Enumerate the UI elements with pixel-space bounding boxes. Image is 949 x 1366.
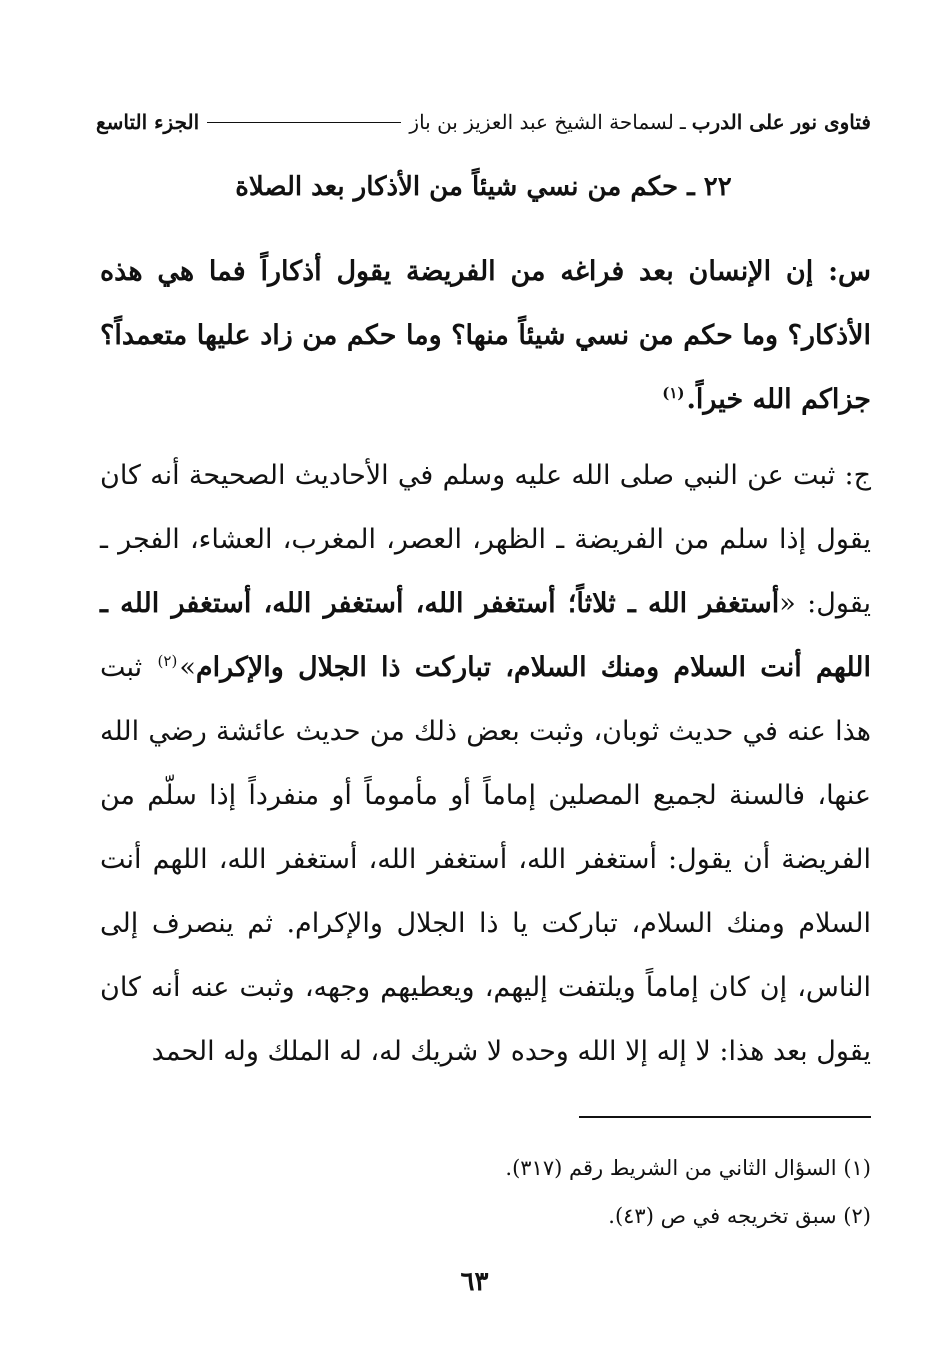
book-title: فتاوى نور على الدرب	[691, 110, 871, 134]
volume-part: الجزء التاسع	[96, 110, 200, 134]
question-text: س: إن الإنسان بعد فراغه من الفريضة يقول أذكاراً فما هي هذه الأذكار؟ وما حكم من نسي شيئاً منها؟ وما حكم من زاد عليها متعمداً؟ جزاكم الله خيراً.	[100, 256, 871, 415]
footnote-ref-2: (٢)	[157, 652, 178, 670]
quote-close: »	[179, 652, 196, 683]
footnote-rule	[579, 1116, 871, 1118]
footnotes	[100, 1144, 871, 1240]
section-title: ٢٢ ـ حكم من نسي شيئاً من الأذكار بعد الصلاة	[235, 172, 732, 202]
footnote-1: (١) السؤال الثاني من الشريط رقم (٣١٧).	[505, 1156, 871, 1180]
dhikr-quote: أستغفر الله ـ ثلاثاً؛ أستغفر الله، أستغفر الله، أستغفر الله ـ اللهم أنت السلام ومنك السلام، تباركت ذا الجلال والإكرام	[100, 588, 871, 683]
footnote-ref-1: (١)	[662, 384, 685, 402]
header-rule	[207, 122, 401, 123]
answer-continuation: ثبت هذا عنه في حديث ثوبان، وثبت بعض ذلك من حديث عائشة رضي الله عنها، فالسنة لجميع المصلين إماماً أو مأموماً أو منفرداً إذا سلّم من الفريضة أن يقول: أستغفر الله، أستغفر الله، أستغفر الله، اللهم أنت السلام ومنك السلام، تباركت يا ذا الجلال والإكرام. ثم ينصرف إلى الناس، إن كان إماماً ويلتفت إليهم، ويعطيهم وجهه، وثبت عنه أنه كان يقول بعد هذا: لا إله إلا الله وحده لا شريك له، له الملك وله الحمد	[100, 652, 871, 1067]
page-number: ٦٣	[460, 1267, 489, 1297]
header-separator: ـ	[679, 110, 686, 134]
answer-intro: ج: ثبت عن النبي صلى الله عليه وسلم في الأحاديث الصحيحة أنه كان يقول إذا سلم من الفريضة ـ الظهر، العصر، المغرب، العشاء، الفجر ـ يقول: «	[100, 460, 871, 619]
answer-paragraph	[100, 444, 871, 1084]
footnote-2: (٢) سبق تخريجه في ص (٤٣).	[608, 1204, 871, 1228]
body-text	[100, 240, 871, 1084]
question-paragraph	[100, 240, 871, 432]
author-name: لسماحة الشيخ عبد العزيز بن باز	[409, 110, 674, 134]
running-header	[96, 102, 871, 142]
